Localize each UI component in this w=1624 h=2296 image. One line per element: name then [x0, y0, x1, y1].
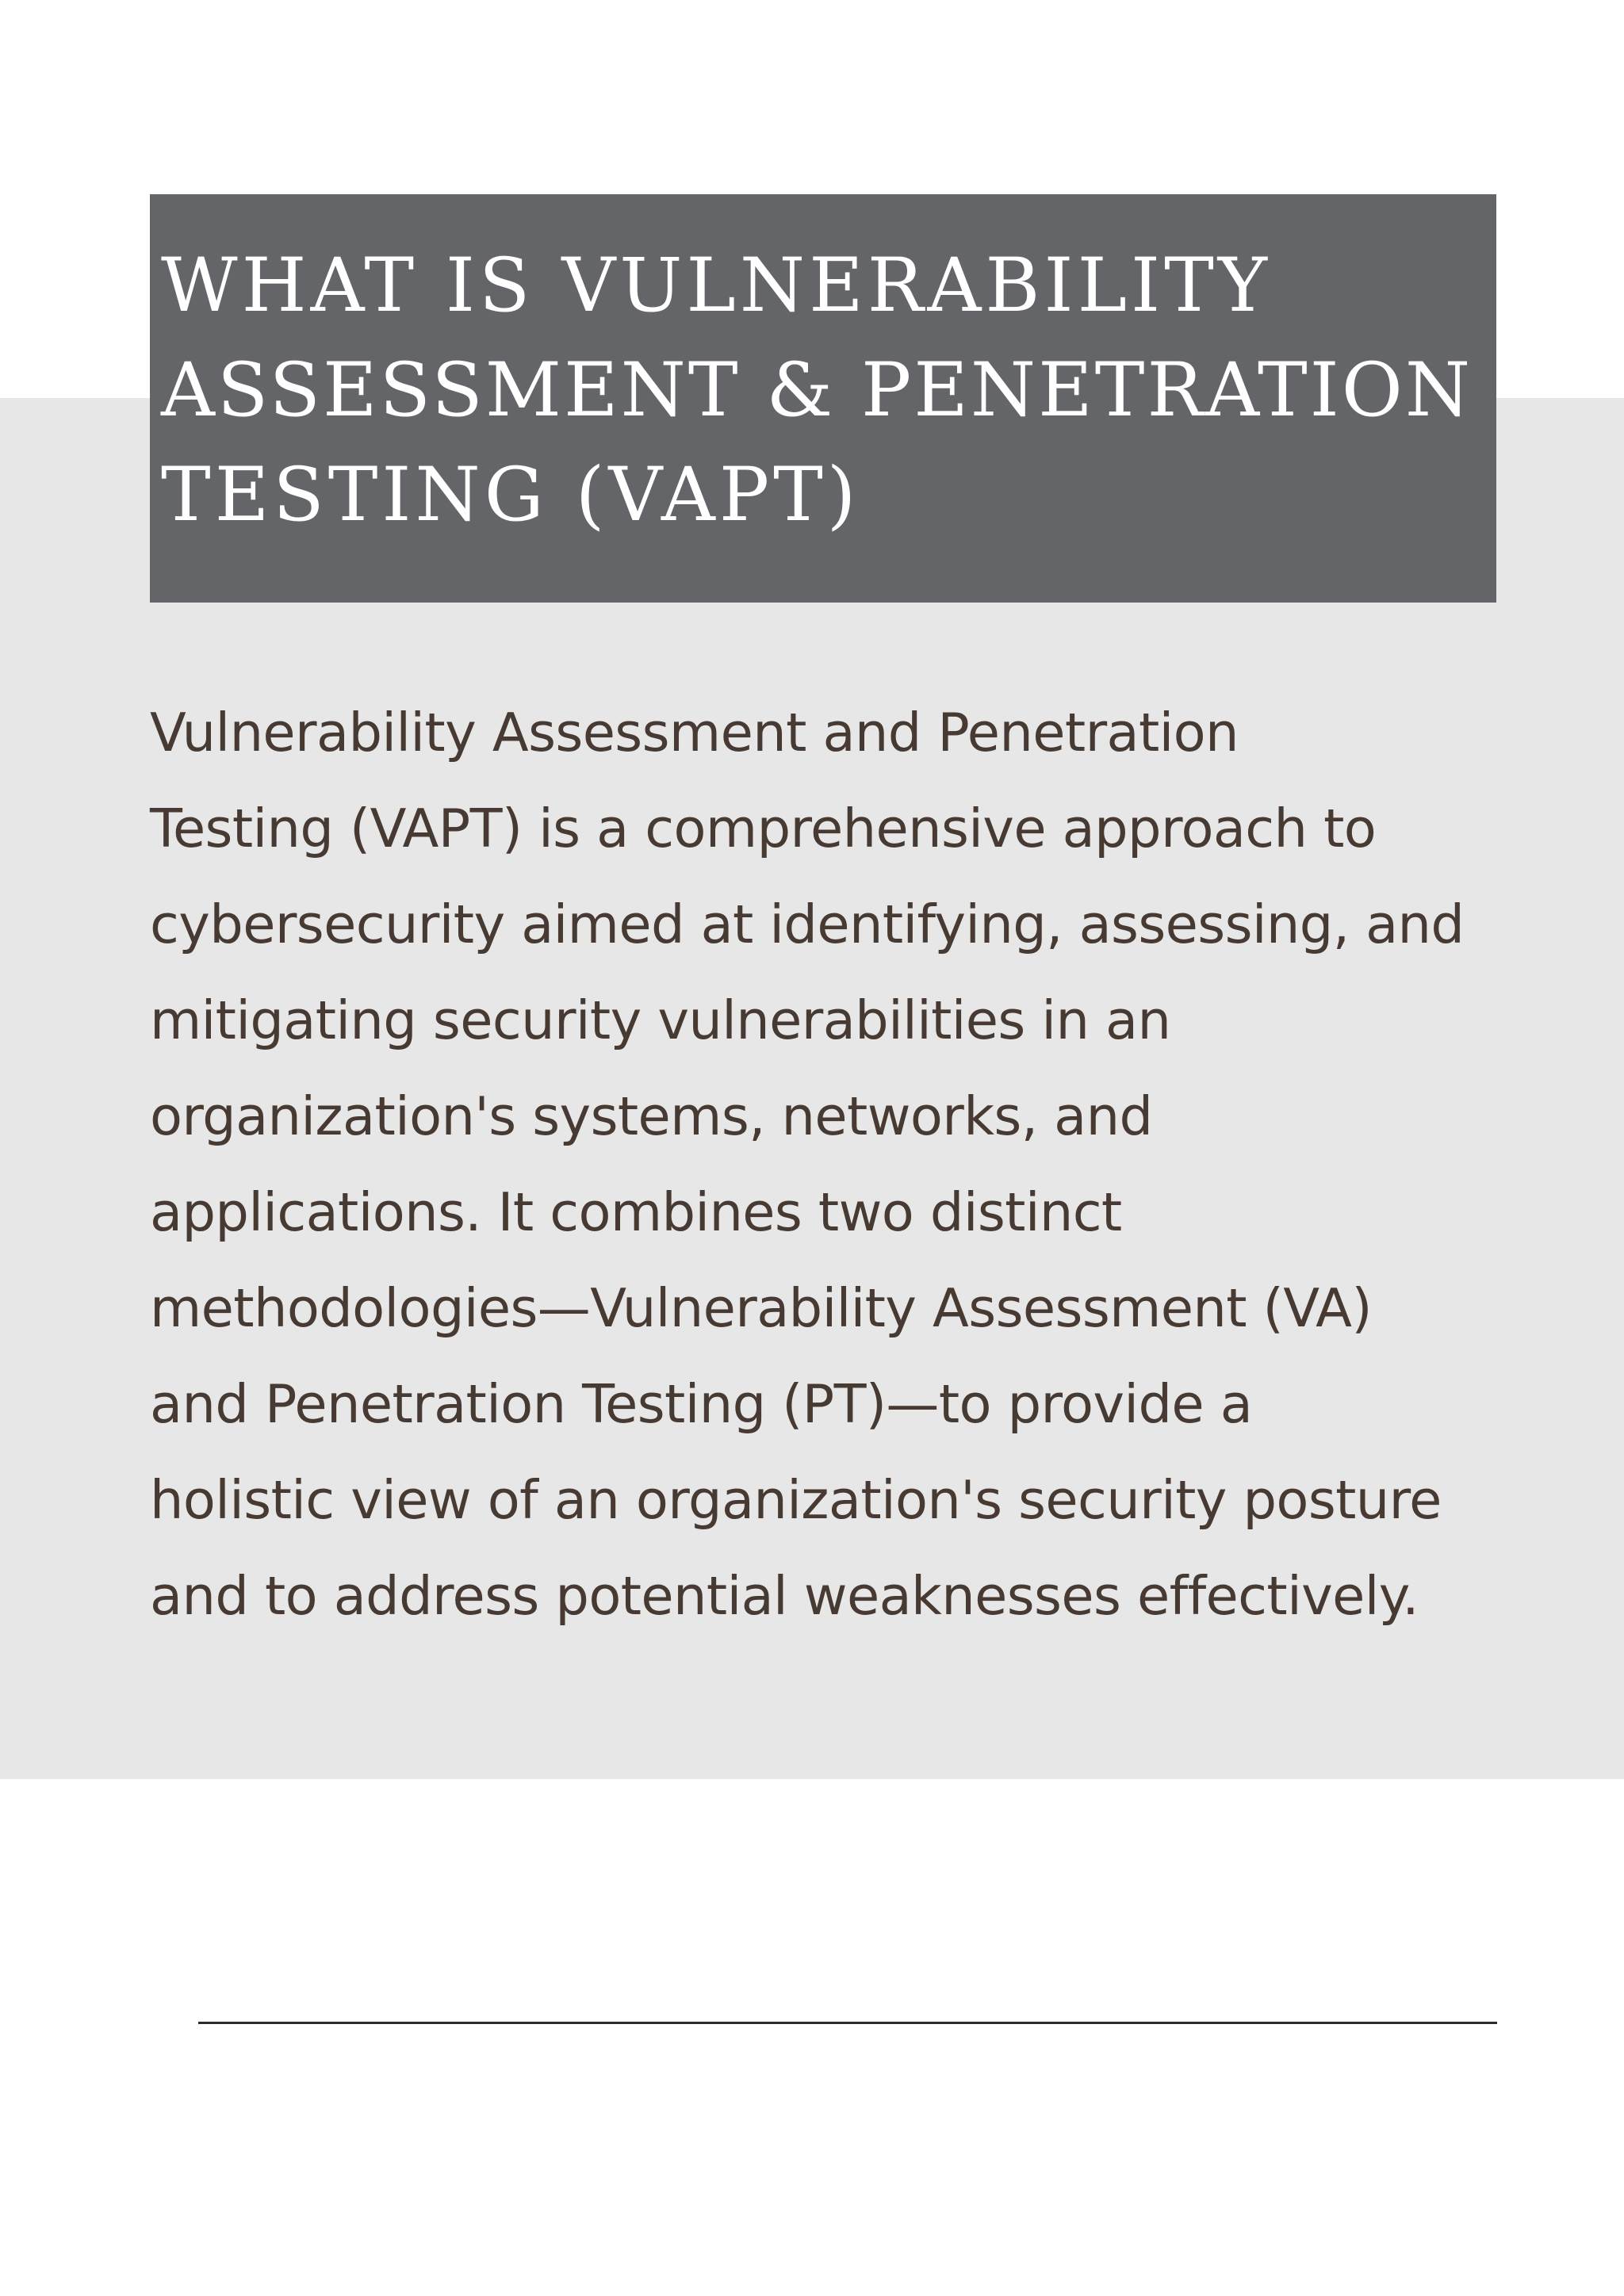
title-banner	[150, 194, 1496, 603]
body-line-1: Vulnerability Assessment and Penetration	[150, 702, 1239, 763]
body-line-5: organization's systems, networks, and	[150, 1085, 1153, 1147]
body-paragraph	[150, 685, 1514, 1644]
body-line-6: applications. It combines two distinct	[150, 1181, 1122, 1243]
body-line-9: holistic view of an organization's security posture	[150, 1469, 1442, 1531]
page-title-line-3: TESTING (VAPT)	[161, 452, 860, 538]
page-title-line-2: ASSESSMENT & PENETRATION	[161, 347, 1473, 434]
body-line-7: methodologies—Vulnerability Assessment (VA)	[150, 1277, 1372, 1339]
body-line-4: mitigating security vulnerabilities in an	[150, 989, 1171, 1051]
body-line-3: cybersecurity aimed at identifying, assessing, and	[150, 894, 1465, 955]
body-line-2: Testing (VAPT) is a comprehensive approach to	[150, 798, 1377, 859]
body-line-8: and Penetration Testing (PT)—to provide a	[150, 1373, 1253, 1435]
body-line-10: and to address potential weaknesses effectively.	[150, 1565, 1419, 1627]
divider-line	[198, 2022, 1497, 2024]
page-title-line-1: WHAT IS VULNERABILITY	[161, 243, 1271, 329]
